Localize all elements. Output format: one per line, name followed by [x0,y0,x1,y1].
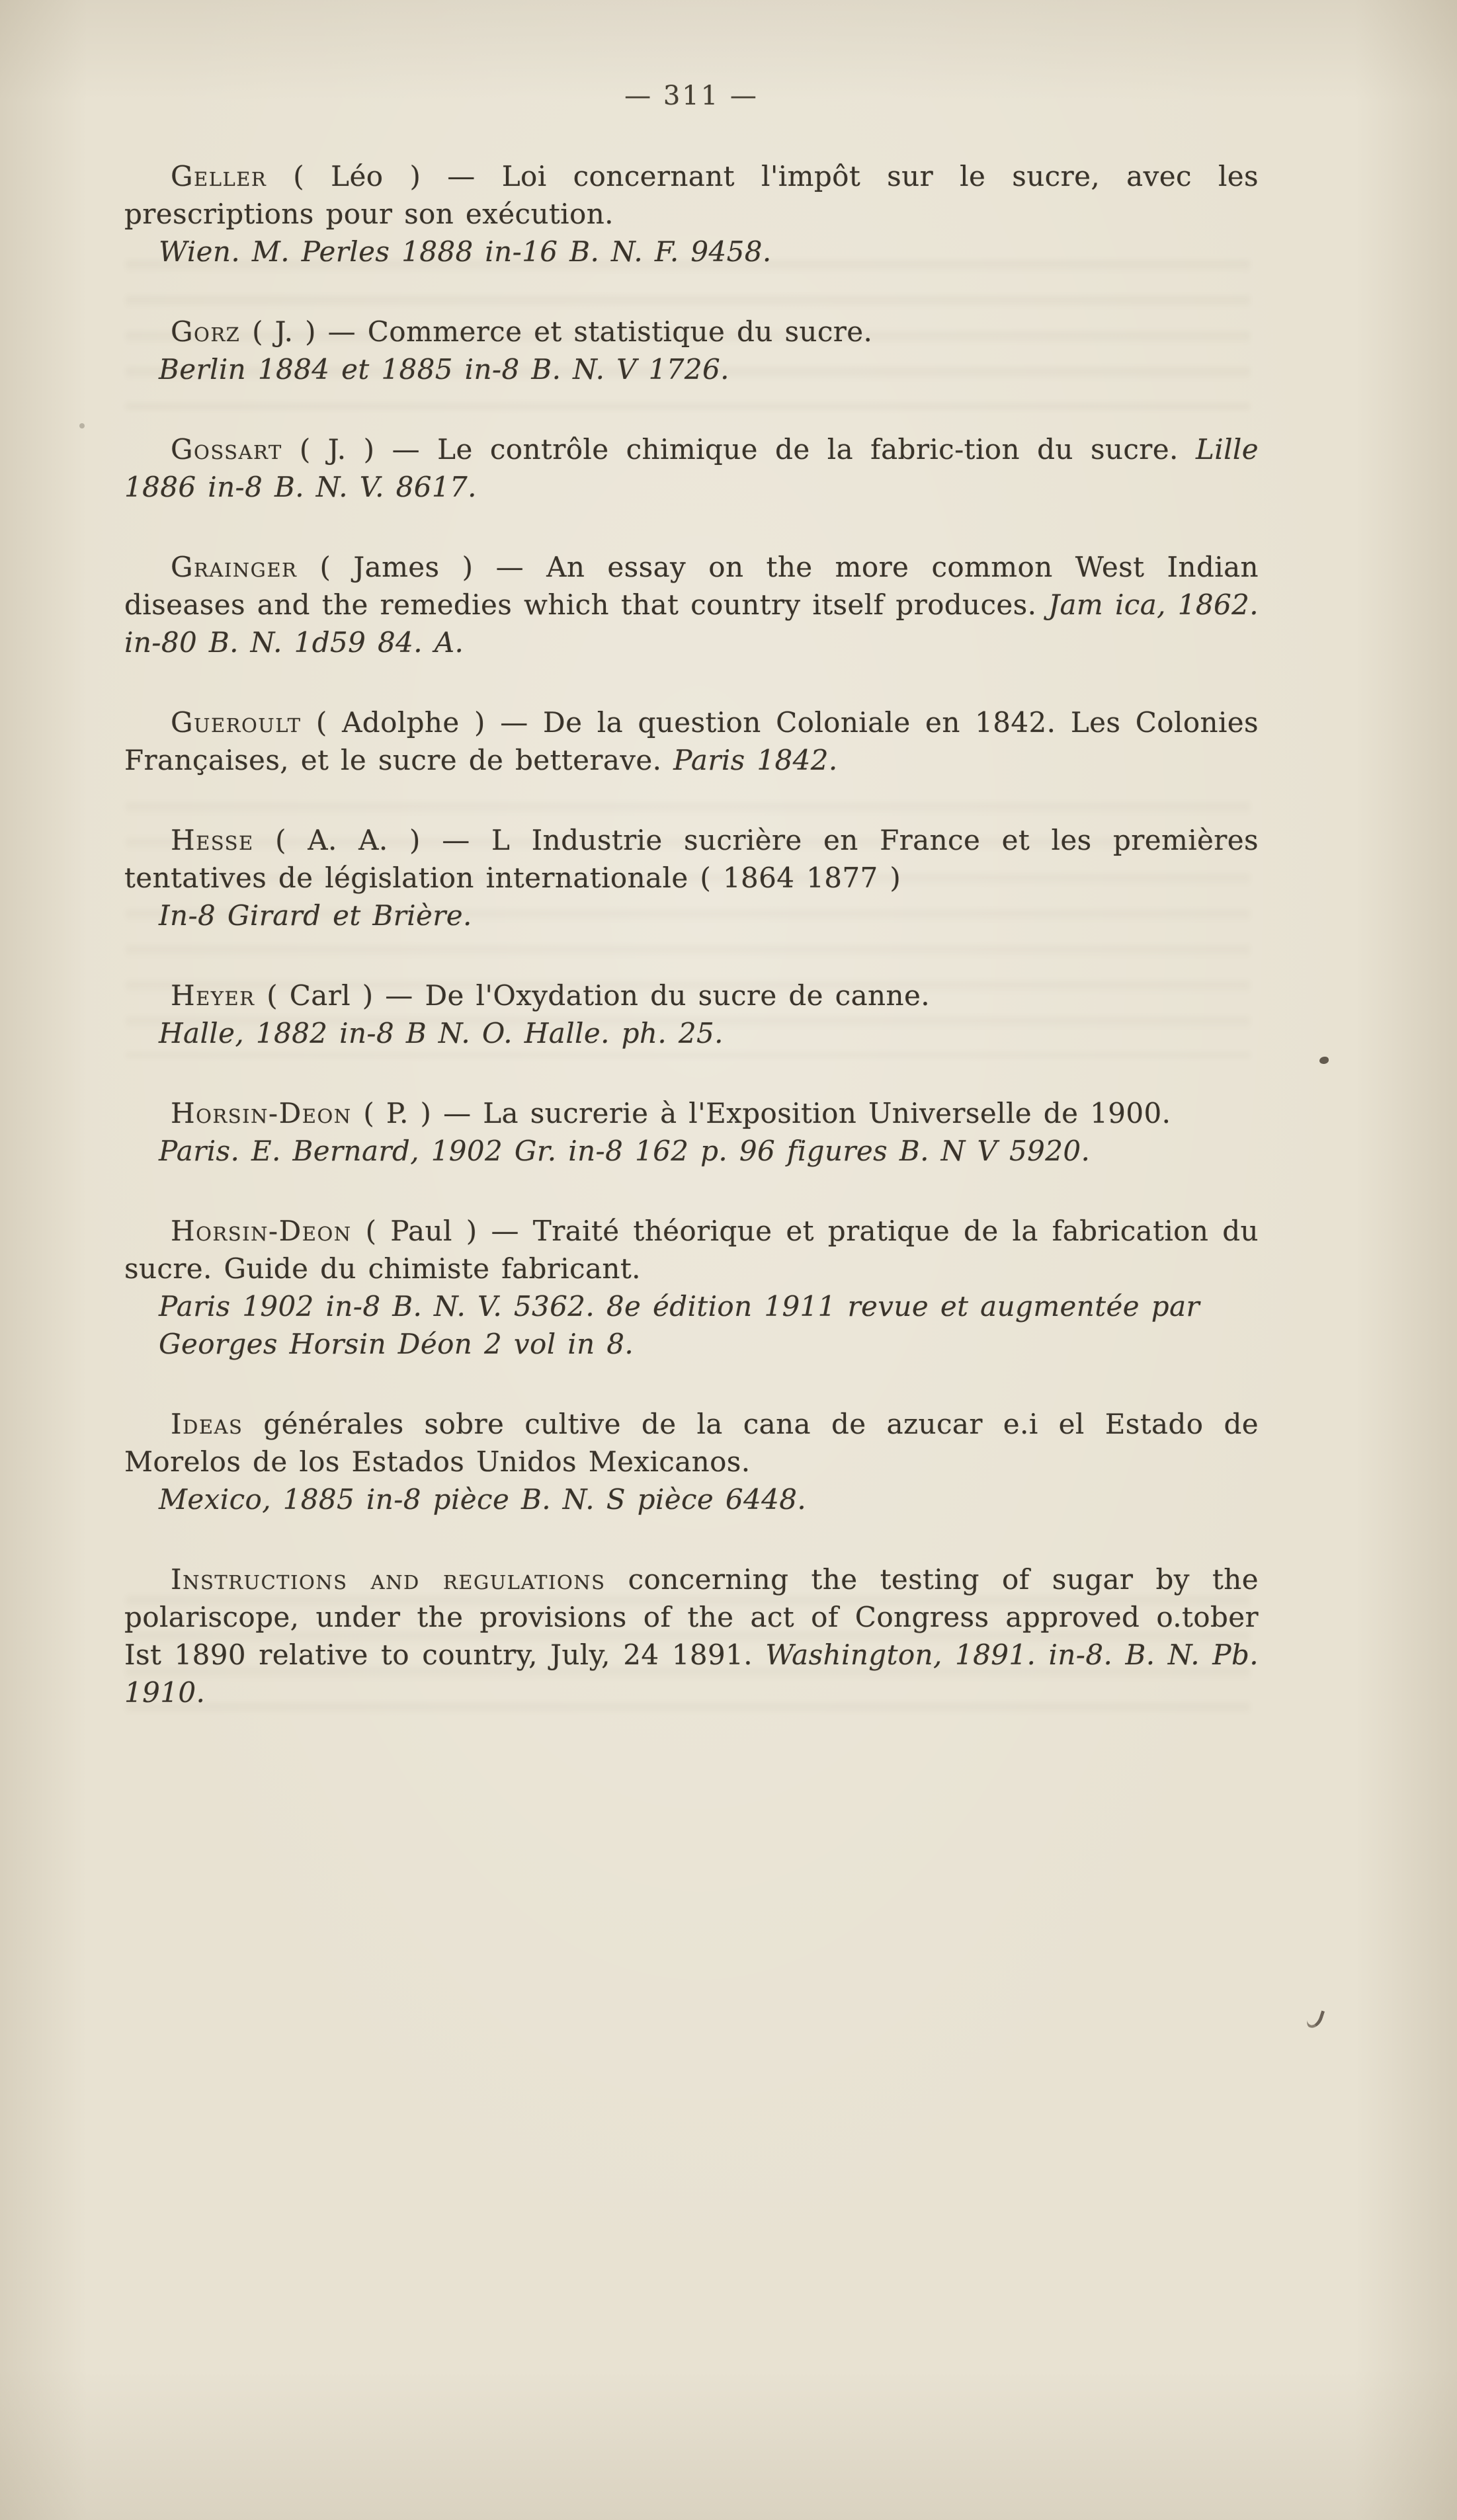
bibliography-entry [124,821,1259,934]
entry-body-text: ( Léo ) — Loi concernant l'impôt sur le sucre, avec les prescriptions pour son exécution. [124,160,1259,230]
bibliography-entry [124,977,1259,1052]
entry-citation: Berlin 1884 et 1885 in-8 B. N. V 1726. [159,353,729,386]
entry-inline-citation: Jam ica, 1862. in-80 B. N. 1d59 84. A. [124,589,1259,659]
entry-author: Gorz [171,315,241,348]
entry-body-text: ( Carl ) — De l'Oxydation du sucre de canne. [255,979,930,1012]
entry-author: Ideas [171,1408,243,1440]
entry-citation: In-8 Girard et Brière. [159,899,472,932]
entry-paragraph [124,1212,1259,1287]
entry-author: Instructions and regulations [171,1563,606,1596]
entry-author: Gueroult [171,706,302,739]
bibliography-entry [124,1212,1259,1363]
entry-author: Gossart [171,433,282,466]
entry-inline-citation: Lille 1886 in-8 B. N. V. 8617. [124,433,1259,503]
bibliography-entry [124,548,1259,661]
entry-citation: Paris 1902 in-8 B. N. V. 5362. 8e édition 1911 revue et augmentée par Georges Horsin Déon 2 vol in 8. [159,1290,1200,1360]
entry-body-text: ( Paul ) — Traité théorique et pratique de la fabrication du sucre. Guide du chimiste fabricant. [124,1215,1259,1285]
bibliography-entry [124,1561,1259,1711]
page-number: — 311 — [624,81,759,111]
entry-inline-citation: Paris 1842. [673,744,838,776]
entry-author: Hesse [171,824,254,856]
entry-author: Geller [171,160,267,192]
entry-body-text: ( Adolphe ) — De la question Coloniale en 1842. Les Colonies Françaises, et le sucre de betterave. [124,706,1259,776]
entry-paragraph [124,1405,1259,1481]
entry-body-text: ( P. ) — La sucrerie à l'Exposition Universelle de 1900. [351,1097,1171,1129]
entry-paragraph [124,1094,1259,1132]
entry-body-text: ( J. ) — Commerce et statistique du sucre. [240,315,873,348]
entry-citation: Paris. E. Bernard, 1902 Gr. in-8 162 p. 96 figures B. N V 5920. [159,1135,1091,1167]
entry-paragraph [124,548,1259,661]
entry-paragraph [124,313,1259,350]
bibliography-entry [124,313,1259,388]
bibliography-entry [124,1405,1259,1518]
entry-paragraph [124,1561,1259,1711]
entry-citation: Wien. M. Perles 1888 in-16 B. N. F. 9458. [159,235,772,268]
bibliography-entry [124,157,1259,270]
entry-paragraph [124,821,1259,897]
entry-citation: Halle, 1882 in-8 B N. O. Halle. ph. 25. [159,1017,724,1049]
bibliography-entries [124,157,1259,1711]
entry-paragraph [124,977,1259,1014]
entry-paragraph [124,157,1259,233]
bibliography-entry [124,430,1259,506]
entry-author: Horsin-Deon [171,1215,352,1247]
entry-author: Heyer [171,979,255,1012]
entry-paragraph [124,704,1259,779]
entry-body-text: ( James ) — An essay on the more common West Indian diseases and the remedies which that country itself produces. [124,551,1259,621]
bibliography-entry [124,704,1259,779]
entry-body-text: générales sobre cultive de la cana de azucar e.i el Estado de Morelos de los Estados Unidos Mexicanos. [124,1408,1259,1478]
entry-body-text: ( J. ) — Le contrôle chimique de la fabric-tion du sucre. [282,433,1196,466]
entry-body-text: ( A. A. ) — L Industrie sucrière en France et les premières tentatives de législation internationale ( 1864 1877 ) [124,824,1259,894]
entry-author: Grainger [171,551,298,583]
entry-citation: Mexico, 1885 in-8 pièce B. N. S pièce 6448. [159,1483,807,1516]
bibliography-entry [124,1094,1259,1170]
entry-paragraph [124,430,1259,506]
entry-inline-citation: Washington, 1891. in-8. B. N. Pb. 1910. [124,1639,1259,1709]
entry-author: Horsin-Deon [171,1097,352,1129]
entry-body-text: concerning the testing of sugar by the polariscope, under the provisions of the act of Congress approved o.tober Ist 1890 relative to country, July, 24 1891. [124,1563,1259,1671]
